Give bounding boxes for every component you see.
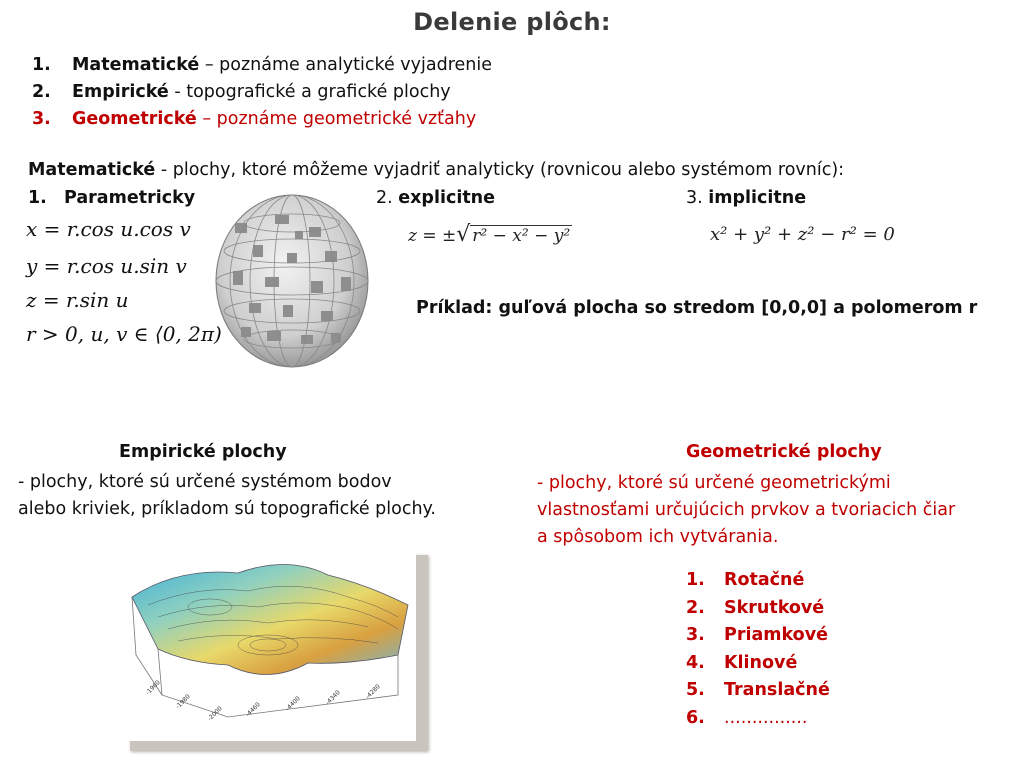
svg-text:-4280: -4280 <box>364 683 382 701</box>
geometric-heading: Geometrické plochy <box>686 442 882 462</box>
explicit-heading: 2. explicitne <box>376 188 496 208</box>
svg-text:-2000: -2000 <box>206 705 224 723</box>
svg-text:-1980: -1980 <box>174 693 192 711</box>
list-item: 1. Rotačné <box>686 570 805 590</box>
param-eq-x: x = r.cos u.cos v <box>26 217 191 241</box>
param-eq-z: z = r.sin u <box>26 288 129 312</box>
list-item: 3. Geometrické – poznáme geometrické vzťahy <box>32 109 477 129</box>
geometric-description: - plochy, ktoré sú určené geometrickými vlastnosťami určujúcich prvkov a tvoriacich čiar a spôsobom ich vytvárania. <box>537 473 956 547</box>
svg-text:-4460: -4460 <box>244 701 262 719</box>
param-heading: 1. Parametricky <box>28 188 196 208</box>
empirical-heading: Empirické plochy <box>119 442 287 462</box>
svg-text:-4340: -4340 <box>324 689 342 707</box>
sphere-image <box>213 193 371 377</box>
list-item: 1. Matematické – poznáme analytické vyjadrenie <box>32 55 492 75</box>
surface-types-list <box>32 52 492 133</box>
list-item: 2. Skrutkové <box>686 597 825 618</box>
page-title: Delenie plôch: <box>413 8 611 36</box>
list-item: 4. Klinové <box>686 652 798 673</box>
list-item: 5. Translačné <box>686 680 830 700</box>
implicit-heading: 3. implicitne <box>686 188 807 208</box>
example-text: Príklad: guľová plocha so stredom [0,0,0] a polomerom r <box>416 298 978 318</box>
list-item: 3. Priamkové <box>686 625 828 645</box>
param-eq-y: y = r.cos u.sin v <box>26 254 187 278</box>
svg-text:-1960: -1960 <box>144 679 162 697</box>
param-condition: r > 0, u, v ∈ ⟨0, 2π) <box>26 322 222 346</box>
list-item: 6. ............... <box>686 707 808 728</box>
explicit-equation: z = ±√ r² − x² − y² <box>408 222 571 247</box>
math-intro: Matematické - plochy, ktoré môžeme vyjadriť analyticky (rovnicou alebo systémom rovníc): <box>28 160 845 180</box>
empirical-description: - plochy, ktoré sú určené systémom bodov alebo kriviek, príkladom sú topografické plochy. <box>18 472 436 519</box>
list-item: 2. Empirické - topografické a grafické plochy <box>32 82 451 102</box>
svg-text:-4400: -4400 <box>284 695 302 713</box>
topographic-surface-image <box>118 545 416 741</box>
geometric-types-list <box>686 567 830 732</box>
implicit-equation: x² + y² + z² − r² = 0 <box>710 224 895 245</box>
